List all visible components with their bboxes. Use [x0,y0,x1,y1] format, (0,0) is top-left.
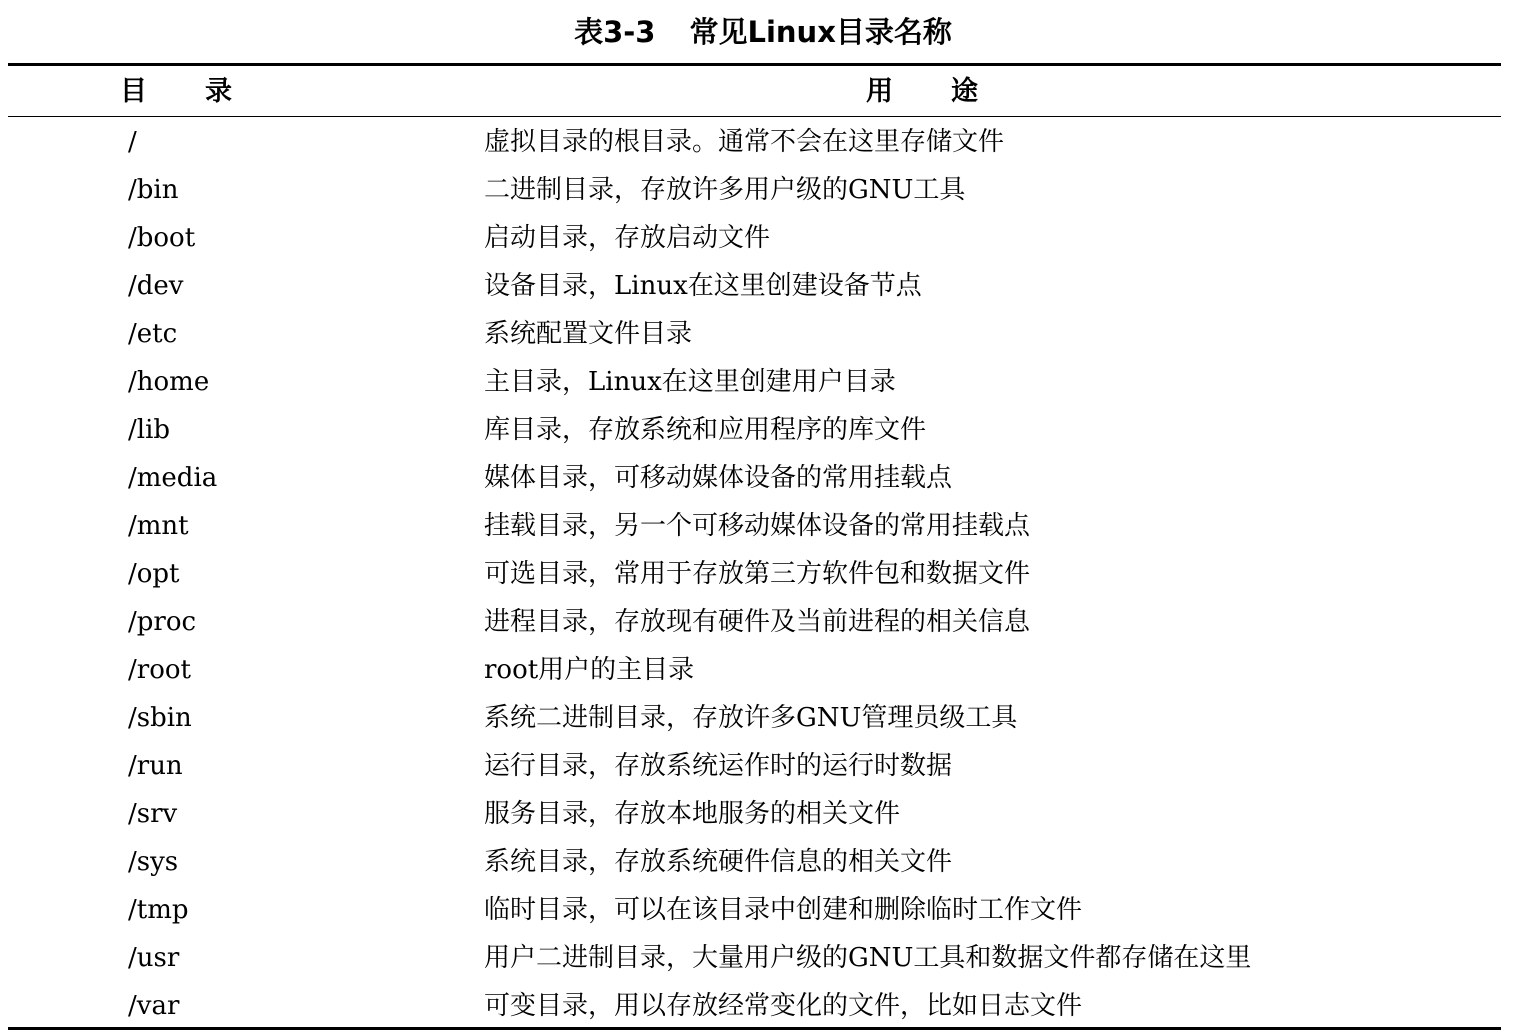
purpose-cell: 系统配置文件目录 [484,319,693,349]
bottom-rule [8,1027,1501,1030]
purpose-cell: 用户二进制目录，大量用户级的GNU工具和数据文件都存储在这里 [484,943,1252,973]
directory-cell: /mnt [128,511,189,541]
table-title: 常见Linux目录名称 [689,15,952,49]
purpose-cell: 媒体目录，可移动媒体设备的常用挂载点 [484,463,953,493]
table-caption [0,12,1526,52]
directory-cell: /tmp [128,895,189,925]
purpose-cell: 设备目录，Linux在这里创建设备节点 [484,271,922,301]
table-row [0,982,1526,1030]
purpose-cell: 二进制目录，存放许多用户级的GNU工具 [484,175,966,205]
purpose-cell: 主目录，Linux在这里创建用户目录 [484,367,896,397]
directory-cell: /lib [128,415,171,445]
purpose-cell: 运行目录，存放系统运作时的运行时数据 [484,751,953,781]
table-number: 表3-3 [574,15,656,49]
purpose-cell: 挂载目录，另一个可移动媒体设备的常用挂载点 [484,511,1031,541]
table-row [0,742,1526,790]
purpose-cell: 虚拟目录的根目录。通常不会在这里存储文件 [484,127,1005,157]
directory-cell: /srv [128,799,178,829]
directory-cell: /dev [128,271,184,301]
table-row [0,502,1526,550]
table-row [0,934,1526,982]
purpose-cell: 库目录，存放系统和应用程序的库文件 [484,415,927,445]
directory-cell: /home [128,367,210,397]
directory-cell: /usr [128,943,180,973]
table-row [0,550,1526,598]
header-rule [8,116,1501,117]
table-row [0,166,1526,214]
purpose-cell: 进程目录，存放现有硬件及当前进程的相关信息 [484,607,1031,637]
table-row [0,694,1526,742]
purpose-cell: 系统目录，存放系统硬件信息的相关文件 [484,847,953,877]
directory-cell: /bin [128,175,179,205]
directory-cell: /boot [128,223,196,253]
table-row [0,358,1526,406]
table-row [0,598,1526,646]
table-row [0,406,1526,454]
column-header-purpose: 用途 [866,76,1036,107]
table-row [0,454,1526,502]
purpose-cell: 启动目录，存放启动文件 [484,223,771,253]
table-row [0,646,1526,694]
table-row [0,790,1526,838]
table-row [0,310,1526,358]
table-body [0,118,1526,1030]
directory-cell: /sys [128,847,179,877]
table-row [0,886,1526,934]
purpose-cell: 临时目录，可以在该目录中创建和删除临时工作文件 [484,895,1083,925]
purpose-cell: 服务目录，存放本地服务的相关文件 [484,799,901,829]
directory-cell: / [128,127,137,157]
directory-cell: /proc [128,607,197,637]
directory-cell: /sbin [128,703,192,733]
directory-cell: /media [128,463,218,493]
directory-cell: /etc [128,319,178,349]
column-header-directory: 目录 [120,76,290,107]
purpose-cell: 可选目录，常用于存放第三方软件包和数据文件 [484,559,1031,589]
directory-cell: /run [128,751,183,781]
directory-cell: /root [128,655,191,685]
table-row [0,214,1526,262]
purpose-cell: root用户的主目录 [484,655,695,685]
table-row [0,838,1526,886]
directory-cell: /var [128,991,180,1021]
table-row [0,118,1526,166]
top-rule [8,63,1501,66]
table-row [0,262,1526,310]
purpose-cell: 系统二进制目录，存放许多GNU管理员级工具 [484,703,1018,733]
directory-cell: /opt [128,559,180,589]
purpose-cell: 可变目录，用以存放经常变化的文件，比如日志文件 [484,991,1083,1021]
